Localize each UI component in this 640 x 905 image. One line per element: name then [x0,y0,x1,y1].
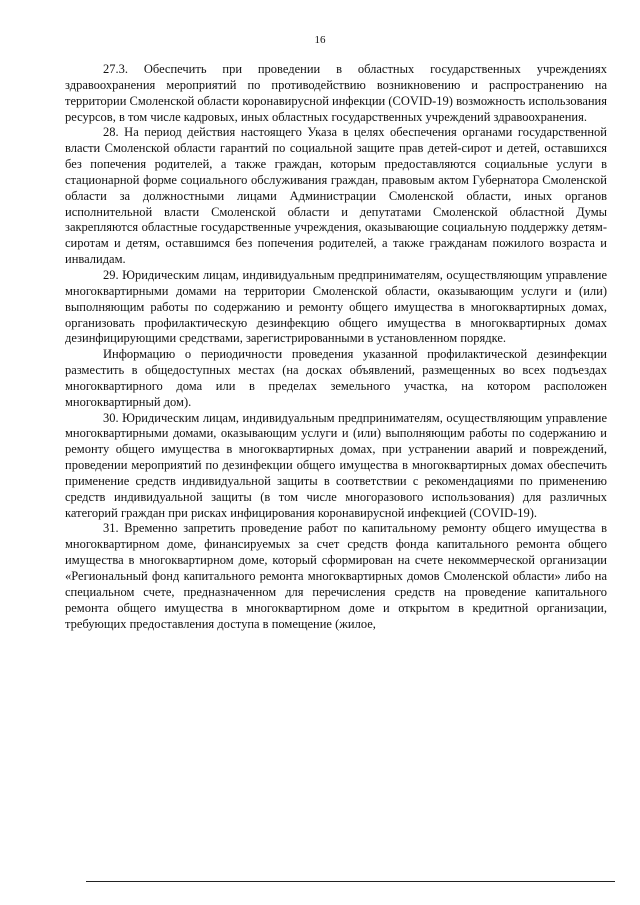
document-body [65,62,607,632]
paragraph-27-3: 27.3. Обеспечить при проведении в областных государственных учреждениях здравоохранения мероприятий по противодействию возникновению и распространению на территории Смоленской области коронавирусной инфекции (COVID-19) возможность использования ресурсов, в том числе кадровых, иных областных государственных учреждений здравоохранения. [65,62,607,124]
paragraph-29: 29. Юридическим лицам, индивидуальным предпринимателям, осуществляющим управление многоквартирными домами на территории Смоленской области, оказывающим услуги и (или) выполняющим работы по содержанию и ремонту общего имущества в многоквартирных домах, организовать профилактическую дезинфекцию общего имущества в многоквартирных домах дезинфицирующими средствами, зарегистрированными в установленном порядке. [65,267,607,346]
page-number: 16 [314,34,326,46]
paragraph-29-disinfection-info: Информацию о периодичности проведения указанной профилактической дезинфекции разместить в общедоступных местах (на досках объявлений, размещенных во всех подъездах многоквартирного дома или в пределах земельного участка, на котором расположен многоквартирный дом). [65,347,607,409]
paragraph-30: 30. Юридическим лицам, индивидуальным предпринимателям, осуществляющим управление многоквартирными домами, оказывающим услуги и (или) выполняющим работы по содержанию и ремонту общего имущества в многоквартирных домах, при устранении аварий и повреждений, проведении мероприятий по дезинфекции общего имущества в многоквартирных домах обеспечить применение средств индивидуальной защиты в соответствии с рекомендациями по применению средств индивидуальной защиты (в том числе многоразового использования) для различных категорий граждан при рисках инфицирования коронавирусной инфекцией (COVID-19). [65,410,607,520]
paragraph-28: 28. На период действия настоящего Указа в целях обеспечения органами государственной власти Смоленской области гарантий по социальной защите прав детей-сирот и детей, оставшихся без попечения родителей, а также граждан, которым предоставляются социальные услуги в стационарной форме социального обслуживания граждан, правовым актом Губернатора Смоленской области за должностными лицами Администрации Смоленской области, иных органов исполнительной власти Смоленской области и депутатами Смоленской областной Думы закрепляются областные государственные учреждения, оказывающие социальную поддержку детям-сиротам и детям, оставшимся без попечения родителей, а также гражданам пожилого возраста и инвалидам. [65,125,607,267]
paragraph-31: 31. Временно запретить проведение работ по капитальному ремонту общего имущества в многоквартирном доме, финансируемых за счет средств фонда капитального ремонта общего имущества в многоквартирном доме, который сформирован на счете некоммерческой организации «Региональный фонд капитального ремонта многоквартирных домов Смоленской области» либо на специальном счете, предназначенном для перечисления средств на проведение капитального ремонта общего имущества в многоквартирном доме и открытом в кредитной организации, требующих предоставления доступа в помещение (жилое, [65,521,607,631]
page-bottom-rule [86,881,615,882]
